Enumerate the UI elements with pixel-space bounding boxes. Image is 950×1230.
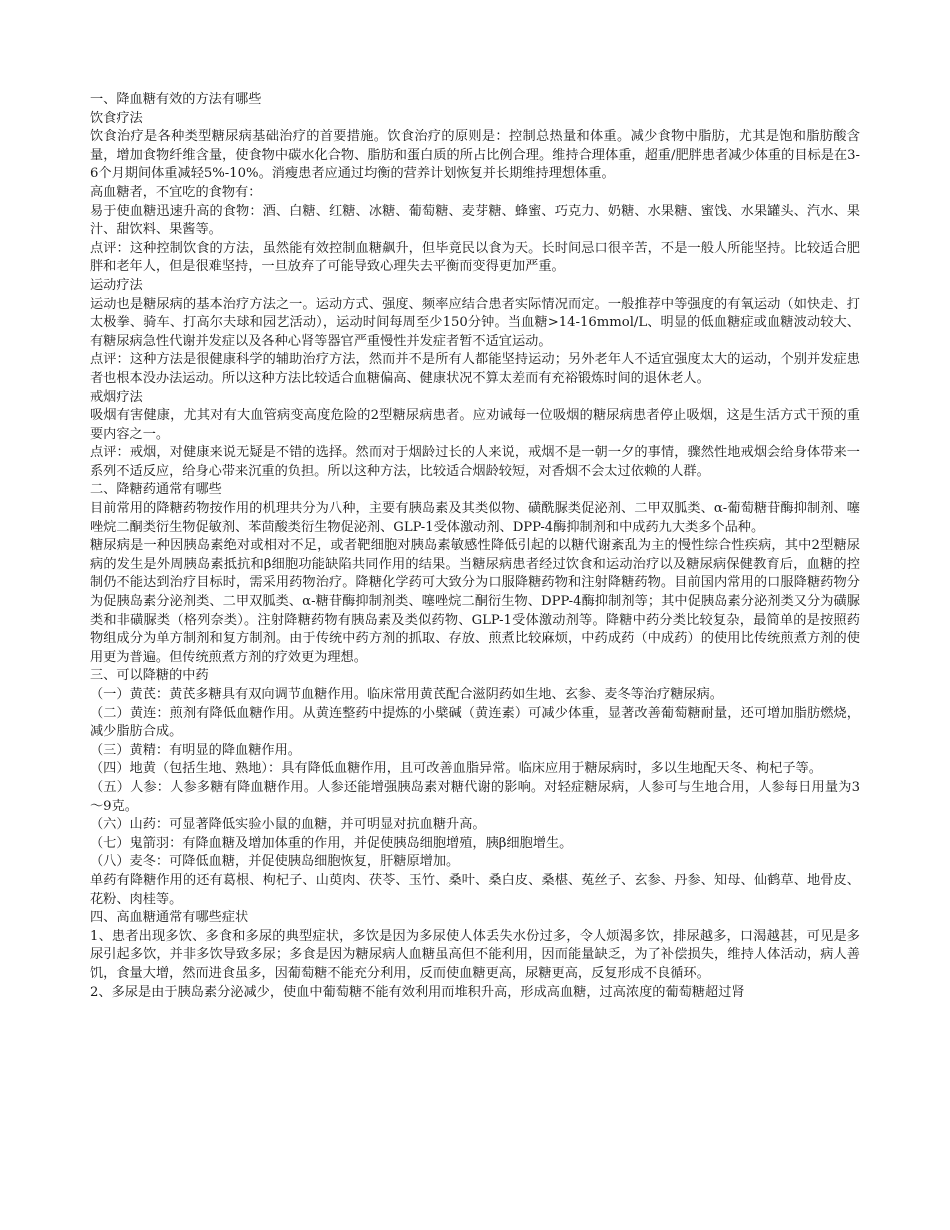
paragraph: 目前常用的降糖药物按作用的机理共分为八种，主要有胰岛素及其类似物、磺酰脲类促泌剂、二甲双胍类、α-葡萄糖苷酶抑制剂、噻唑烷二酮类衍生物促敏剂、苯茴酸类衍生物促泌剂、GLP-1受体激动剂、DPP-4酶抑制剂和中成药九大类多个品种。 — [90, 501, 860, 535]
list-item: （二）黄连：煎剂有降低血糖作用。从黄连整药中提炼的小檗碱（黄连素）可减少体重，显著改善葡萄糖耐量，还可增加脂肪燃烧，减少脂肪合成。 — [90, 705, 860, 740]
paragraph: 单药有降糖作用的还有葛根、枸杞子、山萸肉、茯苓、玉竹、桑叶、桑白皮、桑椹、菟丝子、玄参、丹参、知母、仙鹤草、地骨皮、花粉、肉桂等。 — [90, 872, 860, 907]
comment-paragraph: 点评：戒烟，对健康来说无疑是不错的选择。然而对于烟龄过长的人来说，戒烟不是一朝一夕的事情，骤然性地戒烟会给身体带来一系列不适反应，给身心带来沉重的负担。所以这种方法，比较适合烟龄较短，对香烟不会太过依赖的人群。 — [90, 445, 860, 479]
list-item: （三）黄精：有明显的降血糖作用。 — [90, 742, 301, 758]
comment-paragraph: 点评：这种控制饮食的方法，虽然能有效控制血糖飙升，但毕竟民以食为天。长时间忌口很辛苦，不是一般人所能坚持。比较适合肥胖和老年人，但是很难坚持，一旦放弃了可能导致心理失去平衡而变得更加严重。 — [90, 240, 860, 275]
section-heading-1: 一、降血糖有效的方法有哪些 — [90, 92, 262, 107]
section-heading-4: 四、高血糖通常有哪些症状 — [90, 910, 249, 926]
subheading-exercise: 运动疗法 — [90, 277, 143, 293]
paragraph: 饮食治疗是各种类型糖尿病基础治疗的首要措施。饮食治疗的原则是：控制总热量和体重。减少食物中脂肪，尤其是饱和脂肪酸含量，增加食物纤维含量，使食物中碳水化合物、脂肪和蛋白质的所占比例合理。维持合理体重，超重/肥胖患者减少体重的目标是在3-6个月期间体重减轻5%-10%。消瘦患者应通过均衡的营养计划恢复并长期维持理想体重。 — [90, 129, 860, 182]
list-item: （八）麦冬：可降低血糖，并促使胰岛细胞恢复，肝糖原增加。 — [90, 854, 460, 870]
subheading-diet: 饮食疗法 — [90, 110, 143, 126]
section-heading-2: 二、降糖药通常有哪些 — [90, 482, 222, 498]
list-item: （一）黄芪：黄芪多糖具有双向调节血糖作用。临床常用黄芪配合滋阴药如生地、玄参、麦冬等治疗糖尿病。 — [90, 687, 723, 702]
paragraph: 吸烟有害健康，尤其对有大血管病变高度危险的2型糖尿病患者。应劝诫每一位吸烟的糖尿病患者停止吸烟，这是生活方式干预的重要内容之一。 — [90, 408, 860, 442]
list-item: （四）地黄（包括生地、熟地）：具有降低血糖作用，且可改善血脂异常。临床应用于糖尿病时，多以生地配天冬、枸杞子等。 — [90, 761, 822, 777]
list-item: （六）山药：可显著降低实验小鼠的血糖，并可明显对抗血糖升高。 — [90, 817, 486, 833]
section-heading-3: 三、可以降糖的中药 — [90, 668, 209, 684]
paragraph: 易于使血糖迅速升高的食物：酒、白糖、红糖、冰糖、葡萄糖、麦芽糖、蜂蜜、巧克力、奶糖、水果糖、蜜饯、水果罐头、汽水、果汁、甜饮料、果酱等。 — [90, 203, 860, 238]
subheading-forbidden-foods: 高血糖者，不宜吃的食物有： — [90, 184, 262, 200]
paragraph: 1、患者出现多饮、多食和多尿的典型症状，多饮是因为多尿使人体丢失水份过多，令人烦渴多饮，排尿越多，口渴越甚，可见是多尿引起多饮，并非多饮导致多尿；多食是因为糖尿病人血糖虽高但不能利用，因而能量缺乏，为了补偿损失，维持人体活动，病人善饥，食量大增，然而进食虽多，因葡萄糖不能充分利用，反而使血糖更高，尿糖更高，反复形成不良循环。 — [90, 928, 860, 981]
paragraph: 运动也是糖尿病的基本治疗方法之一。运动方式、强度、频率应结合患者实际情况而定。一般推荐中等强度的有氧运动（如快走、打太极拳、骑车、打高尔夫球和园艺活动），运动时间每周至少150分钟。当血糖>14-16mmol/L、明显的低血糖症或血糖波动较大、有糖尿病急性代谢并发症以及各种心肾等器官严重慢性并发症者暂不适宜运动。 — [90, 296, 860, 349]
comment-paragraph: 点评：这种方法是很健康科学的辅助治疗方法，然而并不是所有人都能坚持运动；另外老年人不适宜强度太大的运动，个别并发症患者也根本没办法运动。所以这种方法比较适合血糖偏高、健康状况不算太差而有充裕锻炼时间的退休老人。 — [90, 352, 860, 386]
list-item: （七）鬼箭羽：有降血糖及增加体重的作用，并促使胰岛细胞增殖，胰β细胞增生。 — [90, 835, 573, 851]
subheading-smoking: 戒烟疗法 — [90, 389, 143, 405]
paragraph: 2、多尿是由于胰岛素分泌减少，使血中葡萄糖不能有效利用而堆积升高，形成高血糖，过高浓度的葡萄糖超过肾 — [90, 984, 745, 1000]
list-item: （五）人参：人参多糖有降血糖作用。人参还能增强胰岛素对糖代谢的影响。对轻症糖尿病，人参可与生地合用，人参每日用量为3～9克。 — [90, 779, 860, 814]
paragraph: 糖尿病是一种因胰岛素绝对或相对不足，或者靶细胞对胰岛素敏感性降低引起的以糖代谢紊乱为主的慢性综合性疾病，其中2型糖尿病的发生是外周胰岛素抵抗和β细胞功能缺陷共同作用的结果。当糖尿病患者经过饮食和运动治疗以及糖尿病保健教育后，血糖的控制仍不能达到治疗目标时，需采用药物治疗。降糖化学药可大致分为口服降糖药物和注射降糖药物。目前国内常用的口服降糖药物分为促胰岛素分泌剂类、二甲双胍类、α-糖苷酶抑制剂类、噻唑烷二酮衍生物、DPP-4酶抑制剂等；其中促胰岛素分泌剂类又分为磺脲类和非磺脲类（格列奈类）。注射降糖药物有胰岛素及类似药物、GLP-1受体激动剂等。降糖中药分类比较复杂，最简单的是按照药物组成分为单方制剂和复方制剂。由于传统中药方剂的抓取、存放、煎煮比较麻烦，中药成药（中成药）的使用比传统煎煮方剂的使用更为普遍。但传统煎煮方剂的疗效更为理想。 — [90, 538, 860, 665]
document-body — [90, 91, 860, 1002]
